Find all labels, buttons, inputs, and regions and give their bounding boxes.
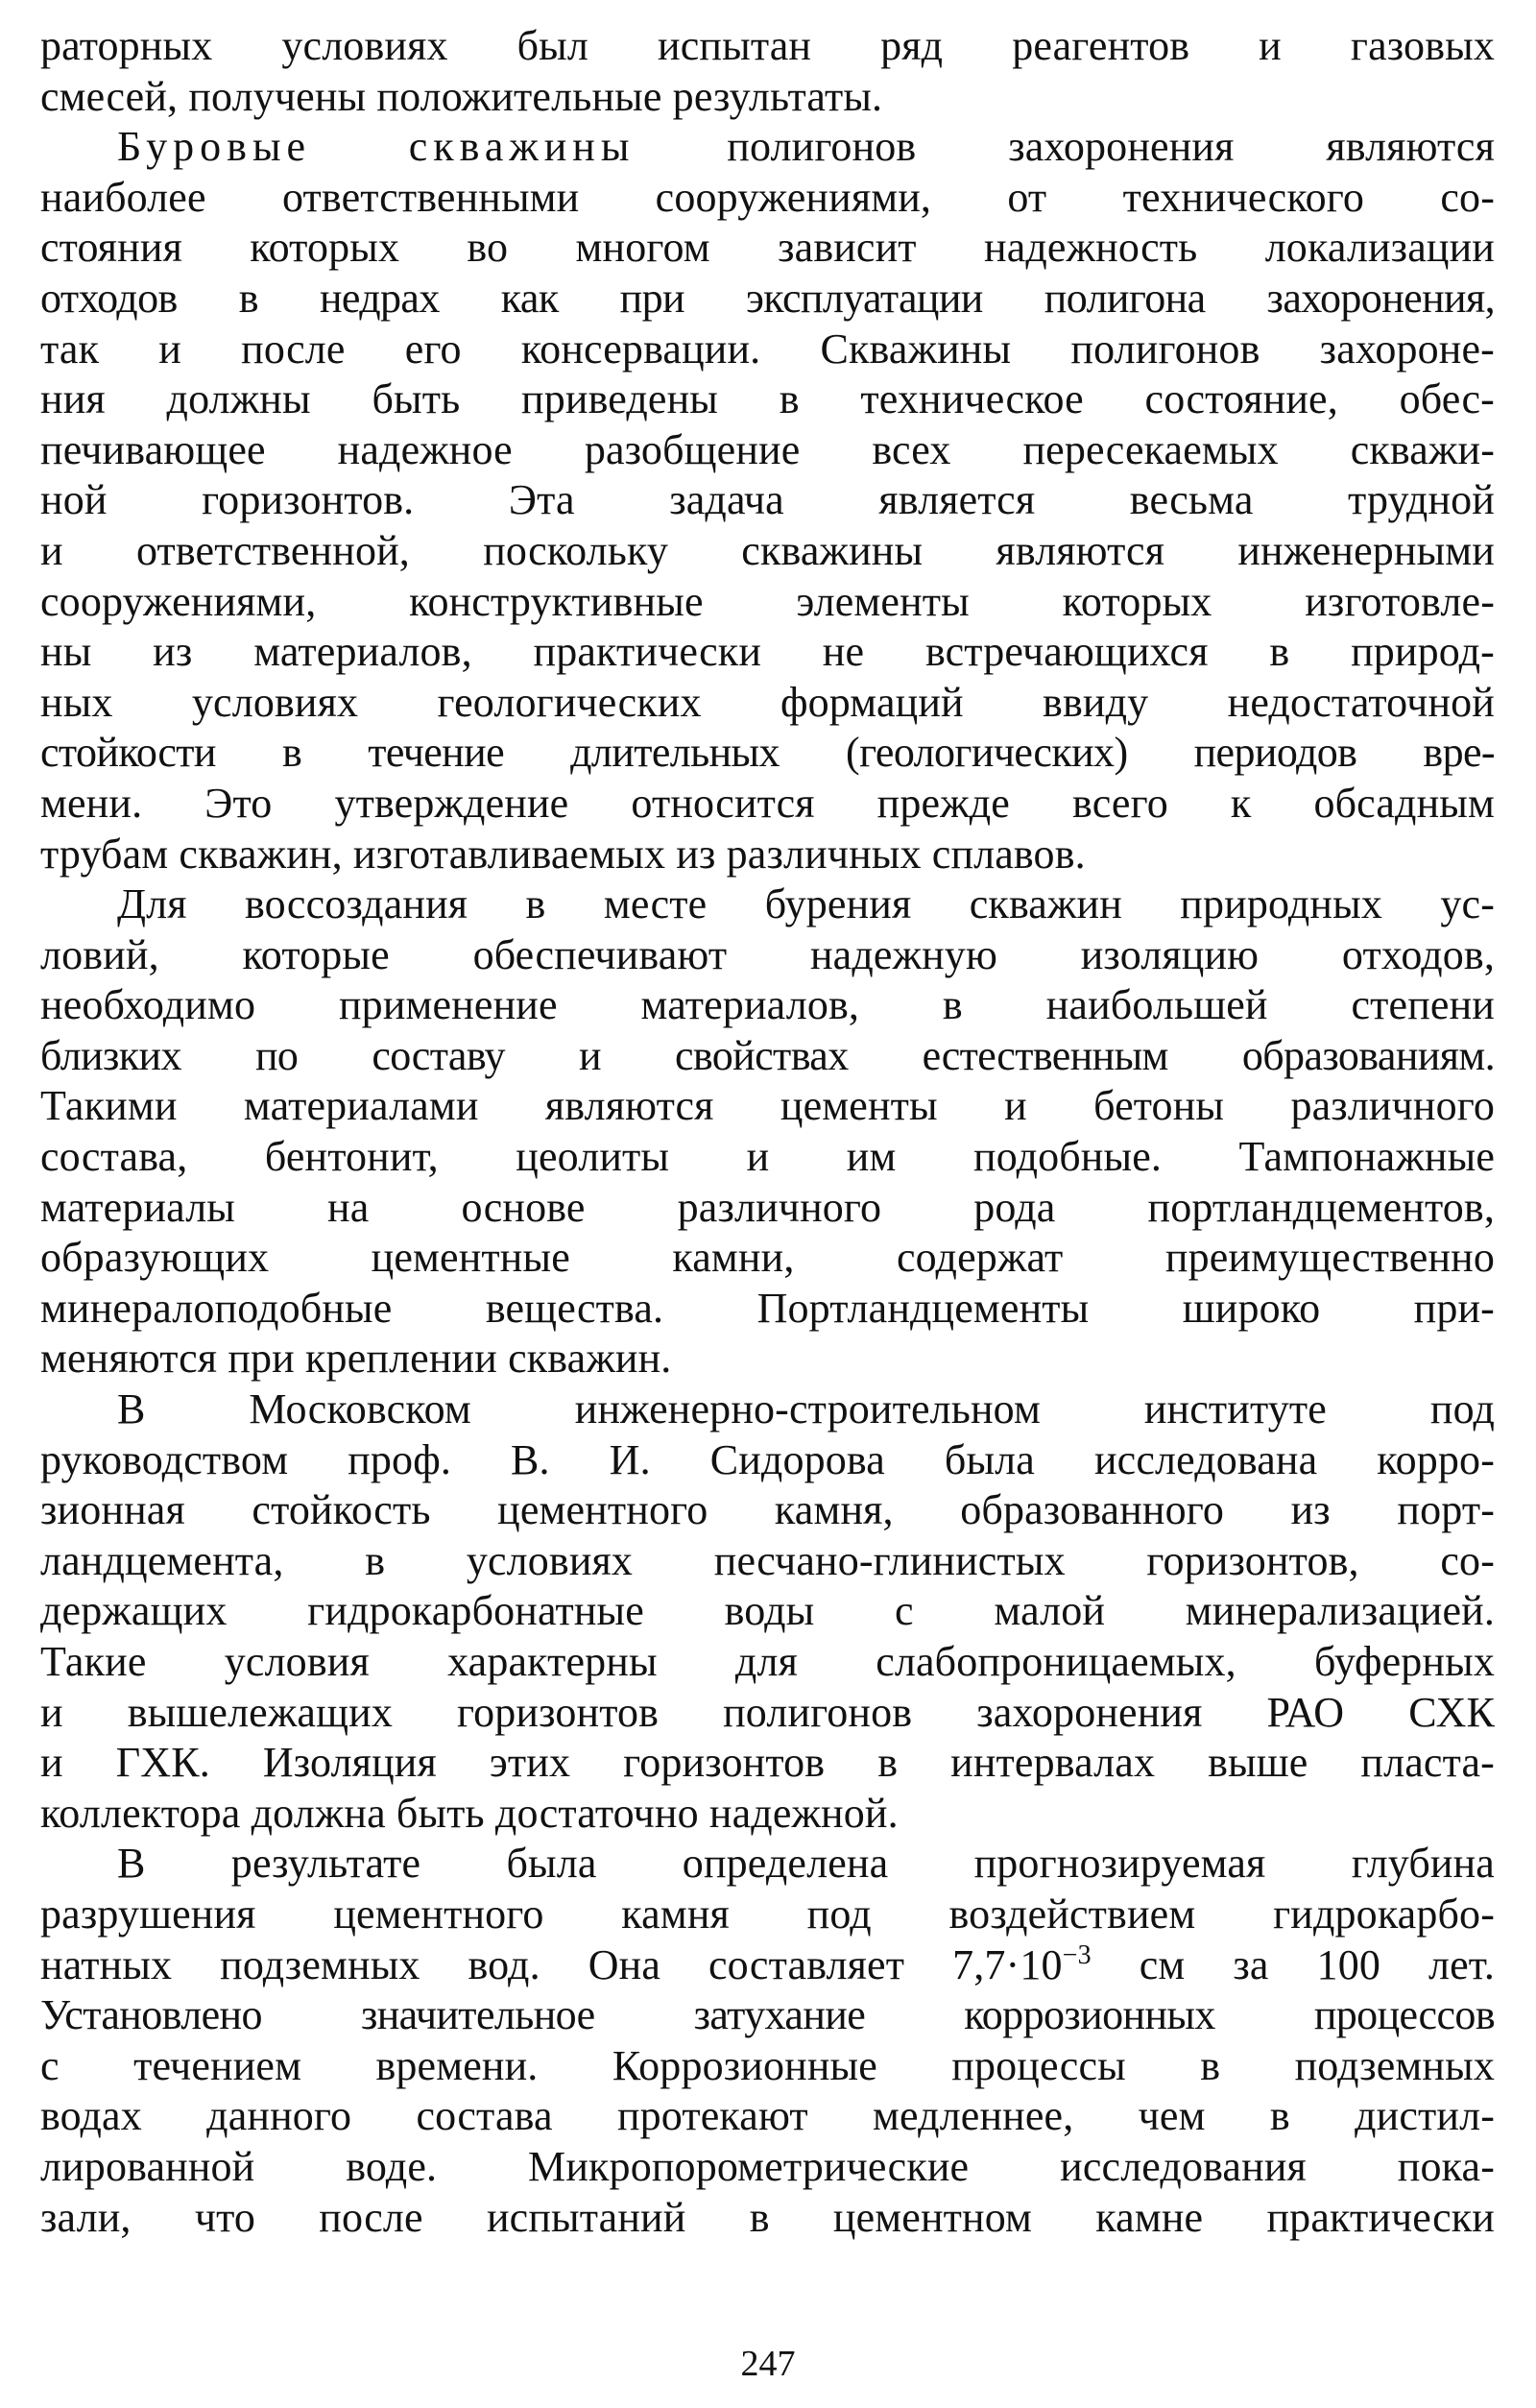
text-line: Установлено значительное затухание коррозионных процессов bbox=[40, 1991, 1495, 2039]
text-line: ния должны быть приведены в техническое состояние, обес- bbox=[40, 375, 1495, 423]
text-line: зионная стойкость цементного камня, образованного из порт- bbox=[40, 1486, 1495, 1534]
text-line: материалы на основе различного рода портландцементов, bbox=[40, 1183, 1495, 1231]
text-line: минералоподобные вещества. Портландцементы широко при- bbox=[40, 1284, 1495, 1332]
text-line: зали, что после испытаний в цементном камне практически bbox=[40, 2193, 1495, 2241]
text-line: лированной воде. Микропорометрические исследования пока- bbox=[40, 2142, 1495, 2190]
text-line: руководством проф. В. И. Сидорова была исследована корро- bbox=[40, 1435, 1495, 1483]
spaced-heading: Буровые скважины bbox=[117, 123, 636, 171]
text-line: и вышележащих горизонтов полигонов захоронения РАО СХК bbox=[40, 1688, 1495, 1736]
text-line: мени. Это утверждение относится прежде всего к обсадным bbox=[40, 779, 1495, 827]
text-line: водах данного состава протекают медленнее, чем в дистил- bbox=[40, 2092, 1495, 2140]
text-line: и ответственной, поскольку скважины являются инженерными bbox=[40, 526, 1495, 574]
text-line: ны из материалов, практически не встречающихся в природ- bbox=[40, 628, 1495, 676]
formula-text-after: см за 100 лет. bbox=[1091, 1940, 1495, 1988]
text-line: и ГХК. Изоляция этих горизонтов в интервалах выше пласта- bbox=[40, 1739, 1495, 1787]
text-line: ных условиях геологических формаций ввиду недостаточной bbox=[40, 678, 1495, 726]
text-line: отходов в недрах как при эксплуатации полигона захоронения, bbox=[40, 274, 1495, 322]
text-line: держащих гидрокарбонатные воды с малой минерализацией. bbox=[40, 1587, 1495, 1635]
paragraph-start-line: Для воссоздания в месте бурения скважин природных ус- bbox=[117, 880, 1495, 928]
paragraph-start-line: В Московском инженерно-строительном институте под bbox=[117, 1385, 1495, 1433]
text-line: ловий, которые обеспечивают надежную изоляцию отходов, bbox=[40, 930, 1495, 978]
text-line: близких по составу и свойствах естественным образованиям. bbox=[40, 1031, 1495, 1079]
formula-line bbox=[40, 1940, 1495, 1991]
paragraph-start-line: В результате была определена прогнозируемая глубина bbox=[117, 1840, 1495, 1888]
text-line: меняются при креплении скважин. bbox=[40, 1335, 672, 1383]
text-line: так и после его консервации. Скважины полигонов захороне- bbox=[40, 325, 1495, 373]
formula-text-before: натных подземных вод. Она составляет 7,7·10 bbox=[40, 1940, 1063, 1988]
text-line: ландцемента, в условиях песчано-глинистых горизонтов, со- bbox=[40, 1536, 1495, 1584]
text-line: смесей, получены положительные результаты. bbox=[40, 72, 883, 120]
text-line: образующих цементные камни, содержат преимущественно bbox=[40, 1234, 1495, 1282]
text-line: трубам скважин, изготавливаемых из различных сплавов. bbox=[40, 830, 1086, 878]
text-line: сооружениями, конструктивные элементы которых изготовле- bbox=[40, 577, 1495, 625]
text-line: с течением времени. Коррозионные процессы в подземных bbox=[40, 2041, 1495, 2089]
text-line: стояния которых во многом зависит надежность локализации bbox=[40, 224, 1495, 272]
page-number: 247 bbox=[740, 2344, 796, 2384]
text-line: стойкости в течение длительных (геологических) периодов вре- bbox=[40, 729, 1495, 777]
text-line: коллектора должна быть достаточно надежной. bbox=[40, 1789, 899, 1837]
body-text bbox=[40, 21, 1495, 2243]
text-line: раторных условиях был испытан ряд реагентов и газовых bbox=[40, 22, 1495, 69]
paragraph-start-line bbox=[40, 122, 1495, 173]
heading-continuation: полигонов захоронения являются bbox=[727, 123, 1495, 171]
text-line: Такими материалами являются цементы и бетоны различного bbox=[40, 1082, 1495, 1130]
text-line: наиболее ответственными сооружениями, от технического со- bbox=[40, 173, 1495, 221]
text-line: состава, бентонит, цеолиты и им подобные. Тампонажные bbox=[40, 1133, 1495, 1181]
text-line: печивающее надежное разобщение всех пересекаемых скважи- bbox=[40, 425, 1495, 473]
text-line: ной горизонтов. Эта задача является весьма трудной bbox=[40, 476, 1495, 524]
formula-exponent: −3 bbox=[1062, 1939, 1092, 1970]
text-line: Такие условия характерны для слабопроницаемых, буферных bbox=[40, 1638, 1495, 1685]
text-line: необходимо применение материалов, в наибольшей степени bbox=[40, 981, 1495, 1029]
text-line: разрушения цементного камня под воздействием гидрокарбо- bbox=[40, 1890, 1495, 1938]
